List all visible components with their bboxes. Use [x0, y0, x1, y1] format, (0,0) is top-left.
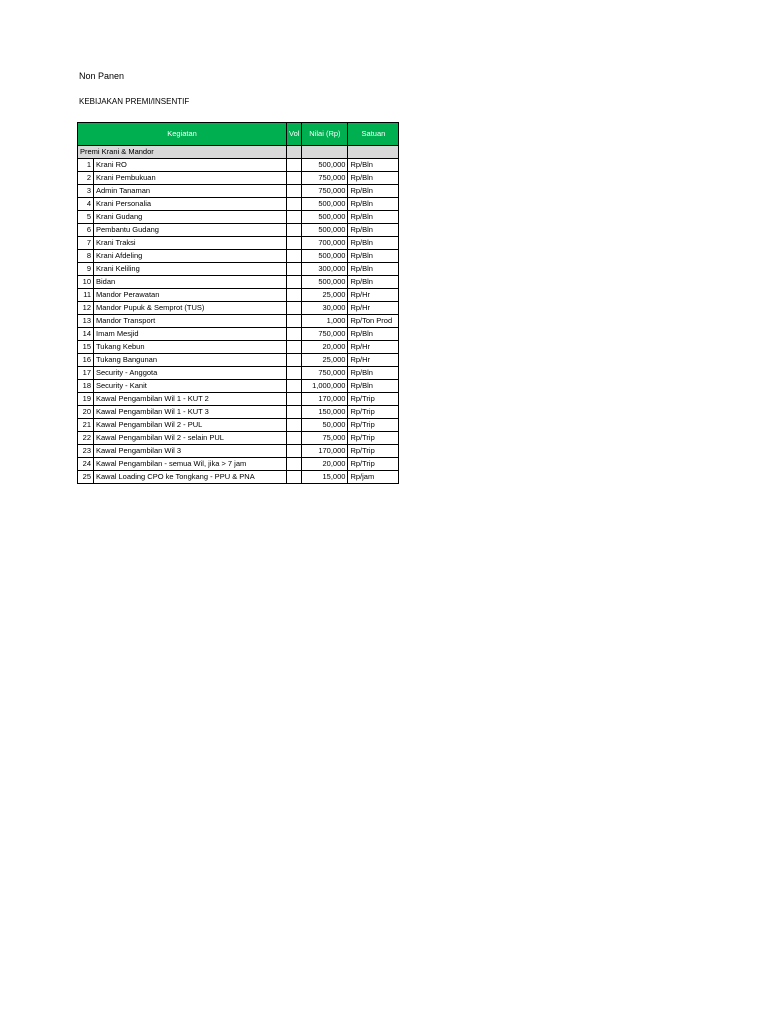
row-vol [287, 263, 302, 276]
row-nilai: 750,000 [302, 367, 348, 380]
row-vol [287, 224, 302, 237]
row-kegiatan: Tukang Bangunan [94, 354, 287, 367]
row-number: 4 [78, 198, 94, 211]
row-vol [287, 380, 302, 393]
row-number: 1 [78, 159, 94, 172]
row-nilai: 15,000 [302, 471, 348, 484]
row-kegiatan: Kawal Loading CPO ke Tongkang - PPU & PNA [94, 471, 287, 484]
row-nilai: 1,000,000 [302, 380, 348, 393]
row-satuan: Rp/Hr [348, 341, 399, 354]
row-number: 17 [78, 367, 94, 380]
row-satuan: Rp/Trip [348, 458, 399, 471]
row-kegiatan: Krani Keliling [94, 263, 287, 276]
table-row [78, 393, 399, 406]
row-vol [287, 289, 302, 302]
row-satuan: Rp/Trip [348, 393, 399, 406]
table-row [78, 445, 399, 458]
row-number: 7 [78, 237, 94, 250]
table-row [78, 406, 399, 419]
row-number: 3 [78, 185, 94, 198]
row-satuan: Rp/Bln [348, 159, 399, 172]
table-row [78, 198, 399, 211]
row-nilai: 30,000 [302, 302, 348, 315]
row-kegiatan: Pembantu Gudang [94, 224, 287, 237]
row-vol [287, 159, 302, 172]
row-number: 21 [78, 419, 94, 432]
row-number: 24 [78, 458, 94, 471]
row-kegiatan: Kawal Pengambilan Wil 3 [94, 445, 287, 458]
row-nilai: 1,000 [302, 315, 348, 328]
row-number: 18 [78, 380, 94, 393]
row-satuan: Rp/Bln [348, 263, 399, 276]
header-nilai: Nilai (Rp) [302, 123, 348, 146]
row-nilai: 150,000 [302, 406, 348, 419]
table-row [78, 380, 399, 393]
table-row [78, 302, 399, 315]
row-satuan: Rp/Ton Prod [348, 315, 399, 328]
table-row [78, 211, 399, 224]
row-nilai: 20,000 [302, 341, 348, 354]
row-kegiatan: Krani Traksi [94, 237, 287, 250]
row-nilai: 750,000 [302, 185, 348, 198]
row-vol [287, 341, 302, 354]
row-vol [287, 198, 302, 211]
row-satuan: Rp/Hr [348, 289, 399, 302]
row-nilai: 500,000 [302, 224, 348, 237]
row-vol [287, 445, 302, 458]
table-row [78, 458, 399, 471]
row-vol [287, 328, 302, 341]
row-nilai: 750,000 [302, 328, 348, 341]
row-satuan: Rp/Trip [348, 419, 399, 432]
row-number: 20 [78, 406, 94, 419]
row-nilai: 500,000 [302, 276, 348, 289]
header-satuan: Satuan [348, 123, 399, 146]
row-nilai: 75,000 [302, 432, 348, 445]
row-satuan: Rp/Hr [348, 302, 399, 315]
row-satuan: Rp/Bln [348, 185, 399, 198]
table-row [78, 432, 399, 445]
row-kegiatan: Admin Tanaman [94, 185, 287, 198]
row-satuan: Rp/Bln [348, 224, 399, 237]
table-row [78, 172, 399, 185]
row-satuan: Rp/Bln [348, 172, 399, 185]
row-vol [287, 185, 302, 198]
row-nilai: 50,000 [302, 419, 348, 432]
row-satuan: Rp/jam [348, 471, 399, 484]
row-number: 10 [78, 276, 94, 289]
row-kegiatan: Kawal Pengambilan Wil 1 - KUT 3 [94, 406, 287, 419]
row-nilai: 20,000 [302, 458, 348, 471]
row-vol [287, 367, 302, 380]
row-kegiatan: Mandor Pupuk & Semprot (TUS) [94, 302, 287, 315]
row-kegiatan: Mandor Transport [94, 315, 287, 328]
table-row [78, 185, 399, 198]
section-satuan [348, 146, 399, 159]
row-nilai: 500,000 [302, 159, 348, 172]
row-kegiatan: Kawal Pengambilan - semua Wil, jika > 7 jam [94, 458, 287, 471]
row-nilai: 750,000 [302, 172, 348, 185]
row-satuan: Rp/Bln [348, 250, 399, 263]
table-row [78, 237, 399, 250]
section-row [78, 146, 399, 159]
row-kegiatan: Krani RO [94, 159, 287, 172]
row-vol [287, 237, 302, 250]
row-kegiatan: Kawal Pengambilan Wil 2 - selain PUL [94, 432, 287, 445]
table-row [78, 250, 399, 263]
row-number: 9 [78, 263, 94, 276]
row-vol [287, 172, 302, 185]
row-kegiatan: Security - Kanit [94, 380, 287, 393]
section-vol [287, 146, 302, 159]
row-vol [287, 302, 302, 315]
row-kegiatan: Tukang Kebun [94, 341, 287, 354]
section-label: Premi Krani & Mandor [78, 146, 287, 159]
table-header-row [78, 123, 399, 146]
row-nilai: 500,000 [302, 198, 348, 211]
row-satuan: Rp/Bln [348, 198, 399, 211]
row-vol [287, 276, 302, 289]
row-nilai: 170,000 [302, 393, 348, 406]
row-kegiatan: Mandor Perawatan [94, 289, 287, 302]
table-row [78, 328, 399, 341]
table-row [78, 159, 399, 172]
row-number: 19 [78, 393, 94, 406]
row-number: 8 [78, 250, 94, 263]
document-subtitle: Non Panen [79, 71, 125, 81]
table-row [78, 341, 399, 354]
row-kegiatan: Imam Mesjid [94, 328, 287, 341]
row-satuan: Rp/Hr [348, 354, 399, 367]
row-nilai: 25,000 [302, 289, 348, 302]
table-row [78, 289, 399, 302]
row-kegiatan: Krani Gudang [94, 211, 287, 224]
row-vol [287, 315, 302, 328]
header-vol: Vol [287, 123, 302, 146]
row-satuan: Rp/Trip [348, 432, 399, 445]
row-nilai: 170,000 [302, 445, 348, 458]
row-nilai: 500,000 [302, 250, 348, 263]
row-kegiatan: Kawal Pengambilan Wil 1 - KUT 2 [94, 393, 287, 406]
row-satuan: Rp/Trip [348, 445, 399, 458]
row-nilai: 25,000 [302, 354, 348, 367]
table-row [78, 224, 399, 237]
row-satuan: Rp/Bln [348, 237, 399, 250]
row-nilai: 500,000 [302, 211, 348, 224]
row-nilai: 700,000 [302, 237, 348, 250]
row-number: 13 [78, 315, 94, 328]
table-row [78, 263, 399, 276]
row-vol [287, 458, 302, 471]
row-kegiatan: Krani Afdeling [94, 250, 287, 263]
header-kegiatan: Kegiatan [78, 123, 287, 146]
row-vol [287, 250, 302, 263]
table-row [78, 276, 399, 289]
row-vol [287, 432, 302, 445]
row-number: 2 [78, 172, 94, 185]
table-row [78, 354, 399, 367]
row-kegiatan: Security - Anggota [94, 367, 287, 380]
row-number: 14 [78, 328, 94, 341]
row-number: 23 [78, 445, 94, 458]
row-satuan: Rp/Bln [348, 367, 399, 380]
row-number: 6 [78, 224, 94, 237]
row-vol [287, 393, 302, 406]
row-number: 15 [78, 341, 94, 354]
row-number: 12 [78, 302, 94, 315]
row-vol [287, 354, 302, 367]
row-vol [287, 471, 302, 484]
row-satuan: Rp/Bln [348, 328, 399, 341]
row-vol [287, 419, 302, 432]
row-satuan: Rp/Trip [348, 406, 399, 419]
row-number: 22 [78, 432, 94, 445]
row-nilai: 300,000 [302, 263, 348, 276]
row-satuan: Rp/Bln [348, 211, 399, 224]
table-row [78, 419, 399, 432]
row-number: 16 [78, 354, 94, 367]
row-kegiatan: Krani Pembukuan [94, 172, 287, 185]
row-number: 5 [78, 211, 94, 224]
table-row [78, 315, 399, 328]
row-satuan: Rp/Bln [348, 276, 399, 289]
table-row [78, 367, 399, 380]
row-kegiatan: Krani Personalia [94, 198, 287, 211]
document-heading: KEBIJAKAN PREMI/INSENTIF [79, 97, 190, 106]
row-vol [287, 211, 302, 224]
row-number: 11 [78, 289, 94, 302]
row-satuan: Rp/Bln [348, 380, 399, 393]
row-vol [287, 406, 302, 419]
table-row [78, 471, 399, 484]
row-number: 25 [78, 471, 94, 484]
premium-table [77, 122, 399, 484]
section-nilai [302, 146, 348, 159]
row-kegiatan: Kawal Pengambilan Wil 2 - PUL [94, 419, 287, 432]
row-kegiatan: Bidan [94, 276, 287, 289]
